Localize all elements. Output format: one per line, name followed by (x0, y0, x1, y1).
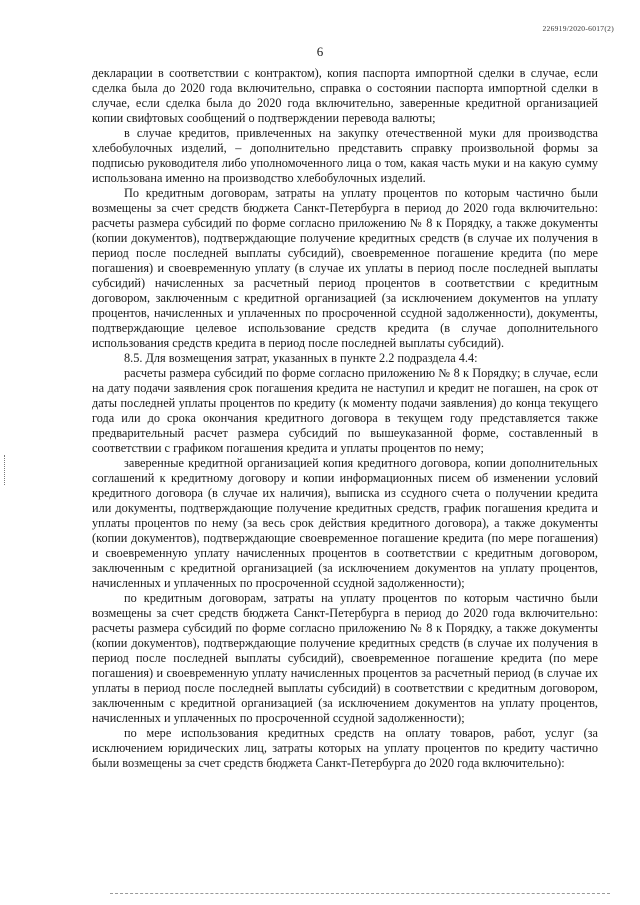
paragraph-use-of-funds: по мере использования кредитных средств на оплату товаров, работ, услуг (за исключением юридических лиц, затраты которых на уплату процентов по кредиту частично были возмещены за счет средств бюджета Санкт-Петербурга до 2020 года включительно): (92, 726, 598, 770)
scan-footer-line (110, 893, 610, 894)
clause-8-5-heading: 8.5. Для возмещения затрат, указанных в пункте 2.2 подраздела 4.4: (124, 351, 478, 365)
document-number: 226919/2020-6017(2) (542, 24, 614, 33)
paragraph-reimbursed-agreements: по кредитным договорам, затраты на уплату процентов по которым частично были возмещены за счет средств бюджета Санкт-Петербурга в период до 2020 года включительно: расчеты размера субсидий по форме согласно приложению № 8 к Порядку, а также документы (копии документов), подтверждающие получение кредитных средств (в случае их получения в период после последней выплаты субсидий), своевременное погашение кредита (по мере погашения) и своевременную уплату начисленных процентов за расчетный период (в случае их уплаты в период после последней выплаты субсидий) в соответствии с кредитным договором, заключенным с кредитной организацией (за исключением документов на уплату процентов, начисленных и уплаченных по просроченной ссудной задолженности); (92, 591, 598, 725)
page-number: 6 (316, 44, 324, 59)
document-body (92, 66, 598, 771)
paragraph-credit-agreements: По кредитным договорам, затраты на уплату процентов по которым частично были возмещены за счет средств бюджета Санкт-Петербурга в период до 2020 года включительно: расчеты размера субсидий по форме согласно приложению № 8 к Порядку, а также документы (копии документов), подтверждающие получение кредитных средств (в случае их получения в период после последней выплаты субсидий), своевременное погашение кредита (по мере погашения) и своевременную уплату (в случае их уплаты в период после последней выплаты субсидий) начисленных за расчетный период процентов в соответствии с кредитным договором, заключенным с кредитной организацией (за исключением документов на уплату процентов, начисленных и уплаченных по просроченной ссудной задолженности), документы, подтверждающие целевое использование средств кредита (в случае дополнительного использования средств кредита в период после последней выплаты субсидий). (92, 186, 598, 350)
scan-edge-mark (4, 455, 8, 485)
paragraph-continuation: декларации в соответствии с контрактом), копия паспорта импортной сделки в случае, если сделка была до 2020 года включительно, справка о состоянии паспорта импортной сделки в случае, если сделка была до 2020 года включительно, заверенные кредитной организацией копии свифтовых сообщений о подтверждении перевода валюты; (92, 66, 598, 125)
paragraph-certified-copies: заверенные кредитной организацией копия кредитного договора, копии дополнительных соглашений к кредитному договору и копии информационных писем об изменении условий кредитного договора (в случае их наличия), выписка из ссудного счета о получении кредита или документы, подтверждающие получение кредитных средств, график погашения кредита и уплаты процентов по нему (за весь срок действия кредитного договора), а также документы (копии документов), подтверждающие своевременное погашение кредита (по мере погашения) и своевременную уплату начисленных процентов в соответствии с кредитным договором, заключенным с кредитной организацией (за исключением документов на уплату процентов, начисленных и уплаченных по просроченной ссудной задолженности); (92, 456, 598, 590)
paragraph-flour-credits: в случае кредитов, привлеченных на закупку отечественной муки для производства хлебобулочных изделий, – дополнительно представить справку произвольной формы за подписью руководителя либо уполномоченного лица о том, какая часть муки и на какую сумму использована именно на производство хлебобулочных изделий. (92, 126, 598, 185)
paragraph-subsidy-calculations: расчеты размера субсидий по форме согласно приложению № 8 к Порядку; в случае, если на дату подачи заявления срок погашения кредита не наступил и кредит не погашен, на срок от даты последней уплаты процентов по кредиту (к моменту подачи заявления) до конца текущего года или до срока окончания кредитного договора в текущем году представляется также предварительный расчет размера субсидий по вышеуказанной форме, составленный в соответствии с графиком погашения кредита и уплаты процентов по нему; (92, 366, 598, 455)
